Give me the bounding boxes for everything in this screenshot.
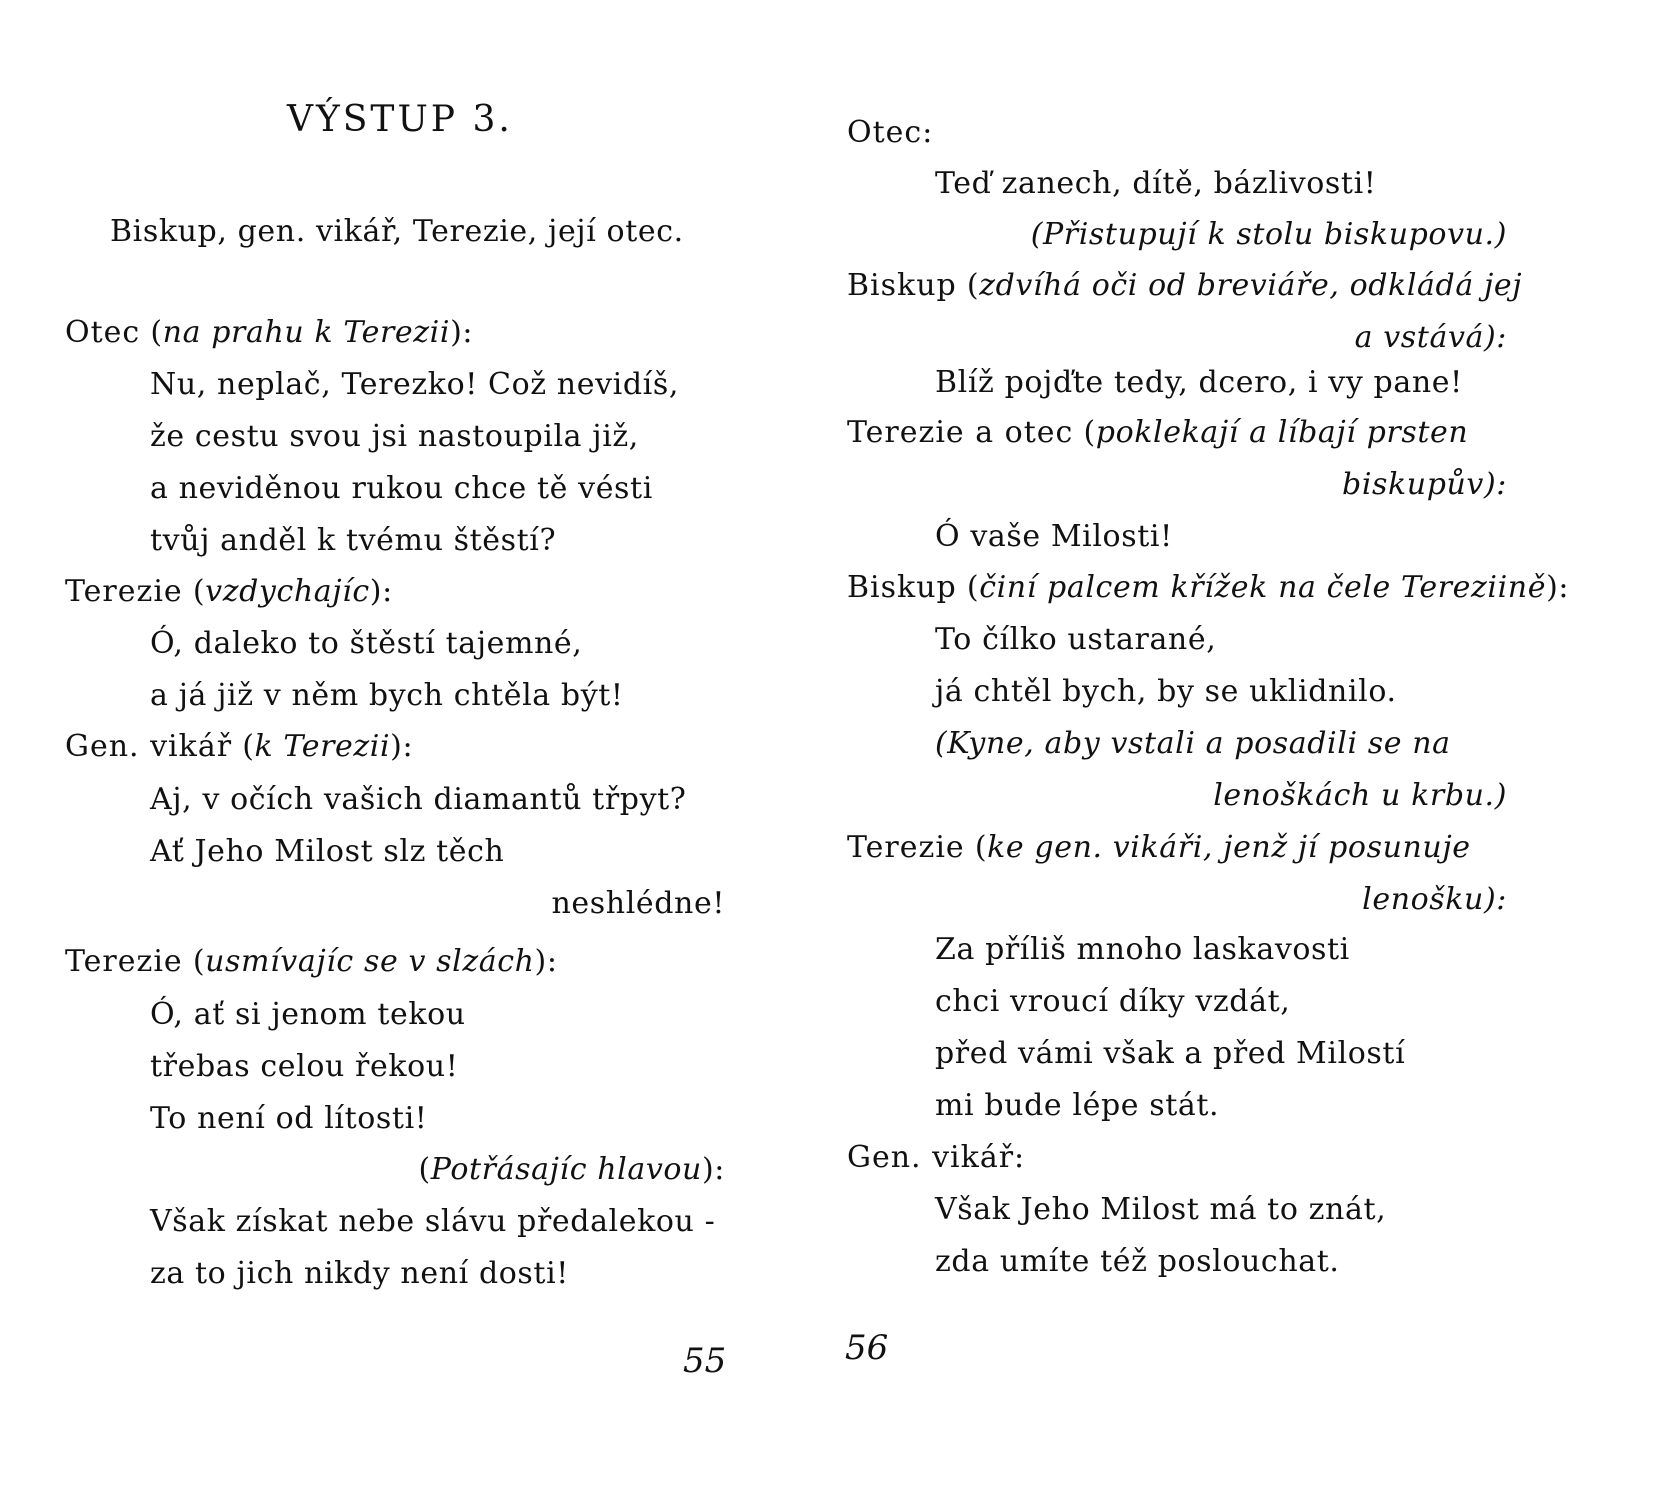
verse-line: Však získat nebe slávu předalekou - bbox=[150, 1204, 716, 1239]
verse-line: za to jich nikdy není dosti! bbox=[150, 1256, 569, 1291]
stage-direction: (Kyne, aby vstali a posadili se na bbox=[935, 726, 1451, 761]
stage-direction: zdvíhá oči od breviáře, odkládá jej bbox=[979, 268, 1523, 303]
page-number: 56 bbox=[845, 1328, 889, 1368]
stage-direction: usmívajíc se v slzách bbox=[205, 944, 535, 979]
verse-line: tvůj anděl k tvému štěstí? bbox=[150, 523, 557, 558]
speaker-name: Otec bbox=[65, 315, 141, 350]
cast-list: Biskup, gen. vikář, Terezie, její otec. bbox=[110, 214, 684, 249]
verse-line: já chtěl bych, by se uklidnilo. bbox=[935, 674, 1397, 709]
speaker-line: Terezie (vzdychajíc): bbox=[65, 574, 393, 609]
verse-line: Ó, daleko to štěstí tajemné, bbox=[150, 626, 583, 661]
speaker-line: Terezie (ke gen. vikáři, jenž jí posunuje bbox=[847, 830, 1471, 865]
colon: : bbox=[402, 729, 414, 764]
colon: : bbox=[382, 574, 393, 609]
verse-line: že cestu svou jsi nastoupila již, bbox=[150, 419, 639, 454]
verse-line: chci vroucí díky vzdát, bbox=[935, 984, 1291, 1019]
speaker-name: Otec: bbox=[847, 115, 934, 150]
verse-line: Ó, ať si jenom tekou bbox=[150, 997, 466, 1032]
stage-direction: na prahu k Terezii bbox=[162, 315, 451, 350]
colon: : bbox=[462, 315, 474, 350]
verse-line: a já již v něm bych chtěla být! bbox=[150, 678, 624, 713]
verse-line: To není od lítosti! bbox=[150, 1101, 428, 1136]
stage-direction: (Přistupují k stolu biskupovu.) bbox=[1030, 217, 1507, 252]
verse-line: Teď zanech, dítě, bázlivosti! bbox=[935, 166, 1377, 201]
verse-line: To čílko ustarané, bbox=[935, 622, 1217, 657]
speaker-line: Terezie a otec (poklekají a líbají prsten bbox=[847, 415, 1469, 450]
speaker-name: Biskup bbox=[847, 268, 957, 303]
stage-direction: vzdychajíc bbox=[205, 574, 370, 609]
colon: : bbox=[1558, 570, 1570, 605]
speaker-name: Terezie bbox=[65, 944, 183, 979]
stage-direction: a vstává): bbox=[1354, 320, 1507, 355]
stage-direction: k Terezii bbox=[254, 729, 391, 764]
stage-direction: lenošku): bbox=[1362, 882, 1507, 917]
verse-line: mi bude lépe stát. bbox=[935, 1088, 1220, 1123]
verse-line: Nu, neplač, Terezko! Což nevidíš, bbox=[150, 367, 679, 402]
speaker-name: Gen. vikář bbox=[65, 729, 233, 764]
speaker-line: Gen. vikář (k Terezii): bbox=[65, 729, 414, 764]
verse-line: neshlédne! bbox=[551, 886, 725, 921]
verse-line: Ať Jeho Milost slz těch bbox=[150, 834, 505, 869]
speaker-name: Terezie a otec bbox=[847, 415, 1074, 450]
verse-line: Ó vaše Milosti! bbox=[935, 519, 1173, 554]
stage-direction: poklekají a líbají prsten bbox=[1095, 415, 1469, 450]
stage-direction: lenoškách u krbu.) bbox=[1213, 778, 1507, 813]
verse-line: třebas celou řekou! bbox=[150, 1049, 459, 1084]
verse-line: a neviděnou rukou chce tě vésti bbox=[150, 471, 653, 506]
speaker-name: Gen. vikář: bbox=[847, 1140, 1026, 1175]
speaker-name: Terezie bbox=[65, 574, 183, 609]
stage-direction: biskupův): bbox=[1342, 467, 1507, 502]
verse-line: před vámi však a před Milostí bbox=[935, 1036, 1406, 1071]
verse-line: Však Jeho Milost má to znát, bbox=[935, 1192, 1387, 1227]
verse-line: Za příliš mnoho laskavosti bbox=[935, 932, 1350, 967]
speaker-line: Biskup (zdvíhá oči od breviáře, odkládá jej bbox=[847, 268, 1523, 303]
stage-direction: činí palcem křížek na čele Tereziině bbox=[979, 570, 1547, 605]
right-page bbox=[827, 0, 1654, 1500]
colon: : bbox=[714, 1152, 725, 1187]
verse-line: Blíž pojďte tedy, dcero, i vy pane! bbox=[935, 365, 1463, 400]
stage-direction: ke gen. vikáři, jenž jí posunuje bbox=[987, 830, 1471, 865]
stage-direction: Potřásajíc hlavou bbox=[430, 1152, 702, 1187]
speaker-name: Biskup bbox=[847, 570, 957, 605]
verse-line: Aj, v očích vašich diamantů třpyt? bbox=[150, 782, 687, 817]
speaker-name: Terezie bbox=[847, 830, 965, 865]
verse-line: zda umíte též poslouchat. bbox=[935, 1244, 1340, 1279]
scene-heading: VÝSTUP 3. bbox=[287, 99, 513, 140]
speaker-line: Otec (na prahu k Terezii): bbox=[65, 315, 474, 350]
speaker-line: Terezie (usmívajíc se v slzách): bbox=[65, 944, 558, 979]
page-number: 55 bbox=[683, 1341, 727, 1381]
speaker-line: Biskup (činí palcem křížek na čele Tereziině): bbox=[847, 570, 1570, 605]
colon: : bbox=[546, 944, 558, 979]
stage-direction-line: (Potřásajíc hlavou): bbox=[418, 1152, 725, 1187]
